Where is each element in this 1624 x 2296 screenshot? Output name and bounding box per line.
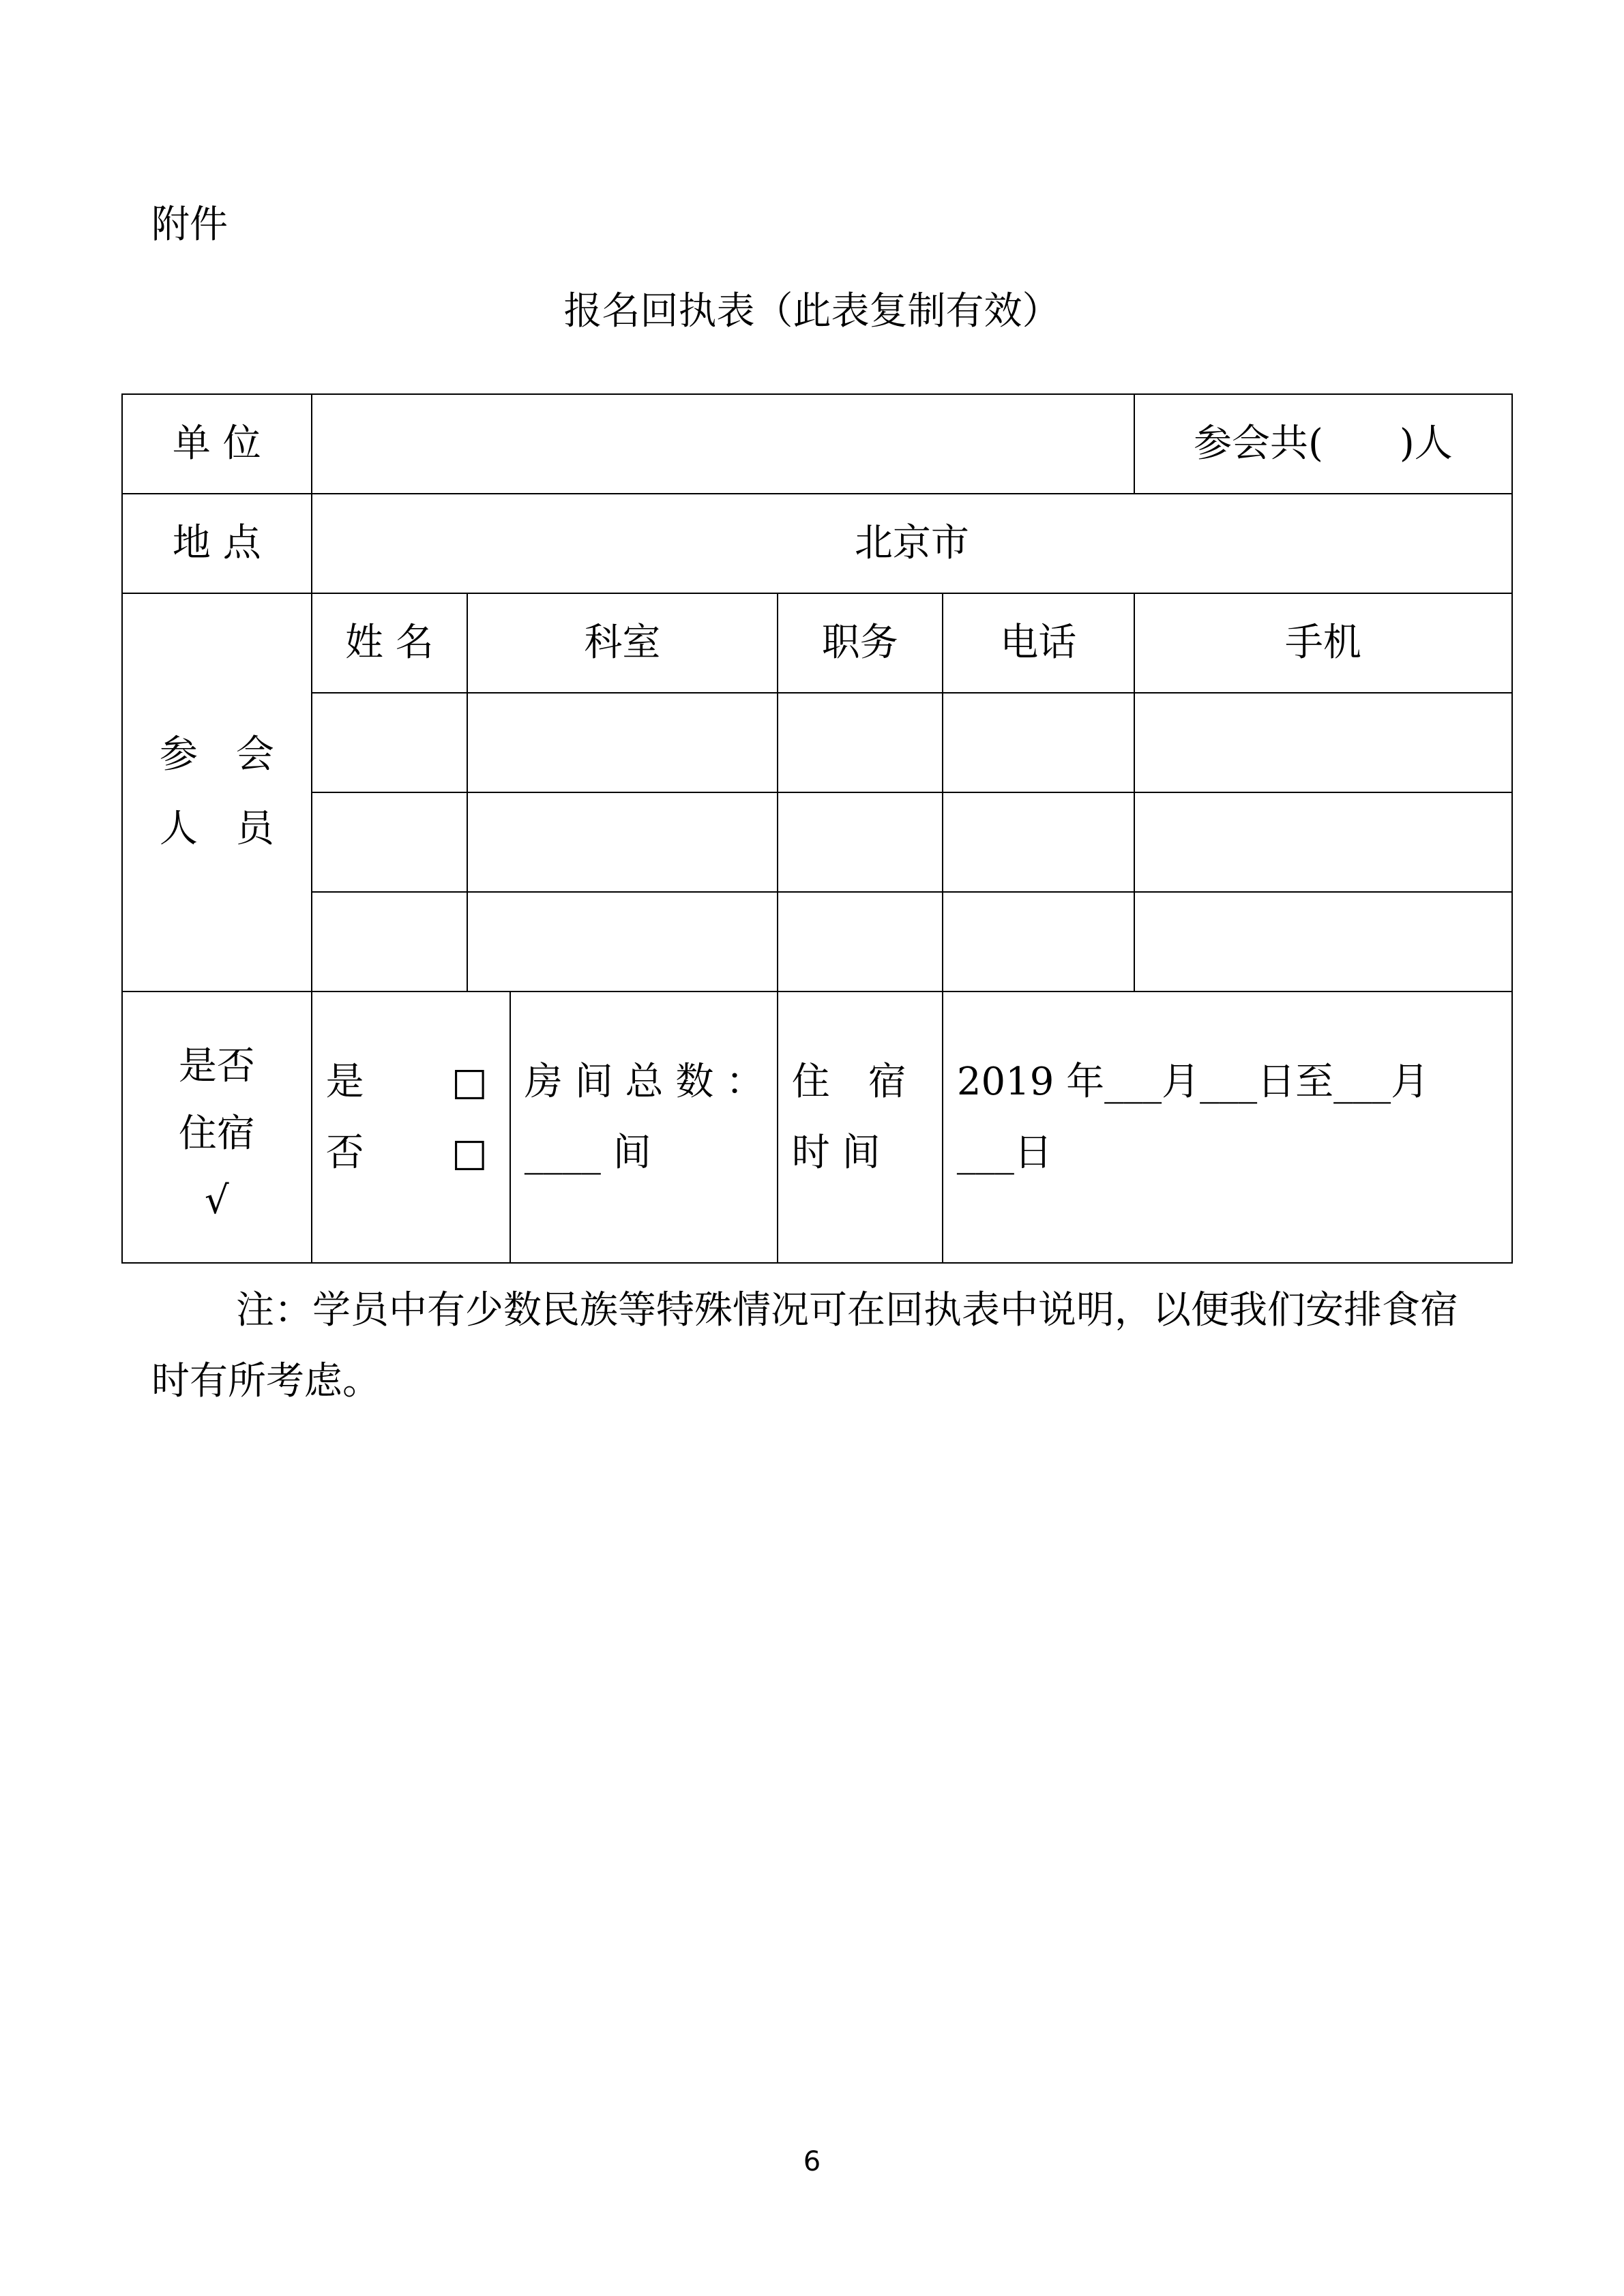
participant-row <box>122 892 1512 992</box>
participants-label-line1: 参 会 <box>159 732 274 777</box>
participant-department-cell[interactable] <box>467 892 778 992</box>
column-header-position: 职务 <box>778 593 943 693</box>
stay-time-label <box>778 992 943 1263</box>
stay-time-label-line1: 住 宿 <box>791 1060 906 1104</box>
participant-name-cell[interactable] <box>312 892 467 992</box>
lodging-label-line2: 住宿 <box>178 1111 255 1156</box>
participant-position-cell[interactable] <box>778 792 943 892</box>
participant-phone-cell[interactable] <box>943 792 1134 892</box>
document-title: 报名回执表（此表复制有效） <box>563 289 1061 333</box>
participants-label-line2: 人 员 <box>159 807 274 851</box>
stay-time-value-line2[interactable]: ___日 <box>956 1131 1052 1175</box>
participant-name-cell[interactable] <box>312 693 467 792</box>
participants-header-row <box>122 593 1512 693</box>
unit-label: 单 位 <box>122 394 312 494</box>
column-header-mobile: 手机 <box>1134 593 1512 693</box>
lodging-options <box>312 992 510 1263</box>
column-header-department: 科室 <box>467 593 778 693</box>
unit-value-field[interactable] <box>312 394 1134 494</box>
room-count-cell[interactable] <box>510 992 778 1263</box>
stay-time-value[interactable] <box>943 992 1512 1263</box>
note-paragraph: 注：学员中有少数民族等特殊情况可在回执表中说明，以便我们安排食宿时有所考虑。 <box>151 1288 1458 1403</box>
lodging-label-line1: 是否 <box>178 1043 255 1088</box>
participant-department-cell[interactable] <box>467 693 778 792</box>
option-no-label: 否 <box>325 1131 364 1175</box>
registration-form-table <box>121 393 1513 1264</box>
participant-row <box>122 693 1512 792</box>
participant-department-cell[interactable] <box>467 792 778 892</box>
participant-mobile-cell[interactable] <box>1134 892 1512 992</box>
lodging-option-yes[interactable] <box>326 1047 497 1118</box>
attachment-label: 附件 <box>151 203 228 247</box>
participants-label <box>122 593 312 992</box>
participant-position-cell[interactable] <box>778 892 943 992</box>
check-mark-icon: √ <box>204 1178 229 1223</box>
participant-position-cell[interactable] <box>778 693 943 792</box>
column-header-name: 姓 名 <box>312 593 467 693</box>
lodging-option-no[interactable] <box>326 1118 497 1189</box>
checkbox-no[interactable]: □ <box>452 1131 488 1175</box>
room-count-label: 房 间 总 数 ： <box>524 1060 765 1104</box>
lodging-label <box>122 992 312 1263</box>
participant-name-cell[interactable] <box>312 792 467 892</box>
attendees-count-field[interactable]: 参会共( )人 <box>1134 394 1512 494</box>
participant-mobile-cell[interactable] <box>1134 693 1512 792</box>
room-count-blank[interactable]: ____ 间 <box>524 1131 651 1175</box>
participant-phone-cell[interactable] <box>943 892 1134 992</box>
participant-row <box>122 792 1512 892</box>
participant-phone-cell[interactable] <box>943 693 1134 792</box>
location-row <box>122 494 1512 593</box>
unit-row <box>122 394 1512 494</box>
option-yes-label: 是 <box>325 1060 364 1104</box>
lodging-row <box>122 992 1512 1263</box>
column-header-phone: 电话 <box>943 593 1134 693</box>
location-value: 北京市 <box>312 494 1512 593</box>
stay-time-label-line2: 时 间 <box>791 1131 881 1175</box>
location-label: 地 点 <box>122 494 312 593</box>
page-number: 6 <box>803 2146 821 2177</box>
checkbox-yes[interactable]: □ <box>452 1060 488 1104</box>
stay-time-value-line1[interactable]: 2019 年___月___日至___月 <box>956 1060 1430 1104</box>
participant-mobile-cell[interactable] <box>1134 792 1512 892</box>
